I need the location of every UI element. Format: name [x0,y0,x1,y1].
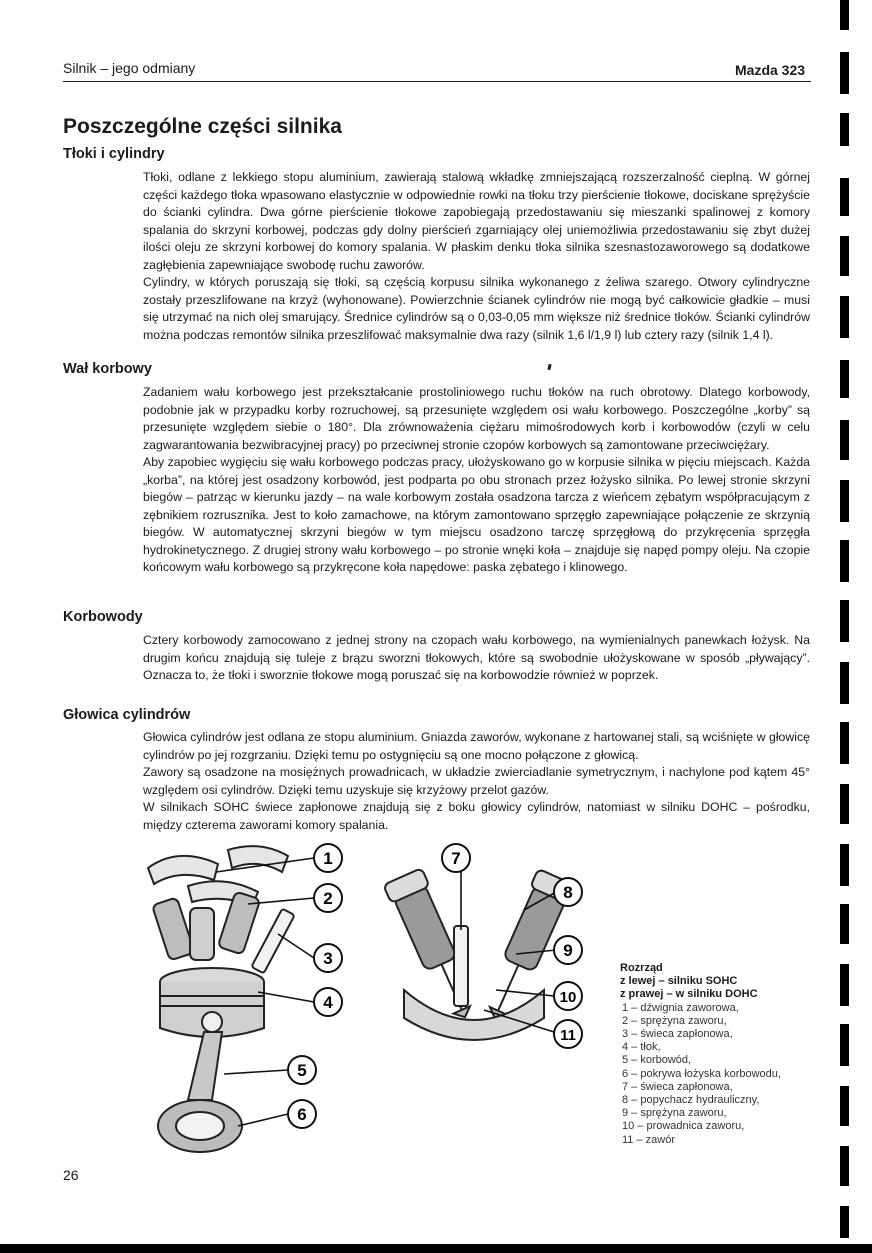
section-heading-connecting-rods: Korbowody [63,609,143,625]
edge-mark [840,113,849,146]
print-speck [547,364,551,371]
edge-mark [840,964,849,1006]
caption-subtitle-right: z prawej – w silniku DOHC [620,988,758,1001]
section-body-cylinder-head [143,729,810,834]
callout-label: 6 [297,1105,307,1124]
section-heading-cylinder-head: Głowica cylindrów [63,707,191,723]
callout-label: 4 [323,993,333,1012]
edge-mark [840,784,849,824]
section-body-pistons [143,169,810,344]
edge-mark [840,844,849,886]
paragraph: Głowica cylindrów jest odlana ze stopu aluminium. Gniazda zaworów, wykonane z hartowanej stali, są wciśnięte w głowicę cylindrów po jej rozgrzaniu. Dzięki temu po ostygnięciu są one mocno połączone z głowicą. [143,730,810,762]
section-heading-pistons: Tłoki i cylindry [63,146,165,162]
paragraph: Tłoki, odlane z lekkiego stopu aluminium, zawierają stalową wkładkę zmniejszającą rozszerzalność cieplną. W górnej części każdego tłoka wpasowano elastycznie w odpowiednie rowki na tłoku trzy pierścienie tłokowe, dociskane sprężyście do ścianki cylindra. Dwa górne pierścienie tłokowe zapobiegają przedostawaniu się mieszanki spalinowej z komory spalania do skrzyni korbowej, podczas gdy dolny pierścień zgarniający olej uniemożliwia przedostawaniu się zbyt dużej ilości oleju ze skrzyni korbowej do komory spalania. W płaskim denku tłoka silnika szesnastozaworowego są dodatkowe zagłębienia zapewniające swobodę ruchu zaworów. [143,170,810,272]
edge-mark [840,480,849,522]
callout-label: 3 [323,949,333,968]
callout-label: 8 [563,883,573,902]
legend-item: 7 – świeca zapłonowa, [622,1080,733,1093]
section-body-connecting-rods [143,632,810,685]
section-heading-crankshaft: Wał korbowy [63,361,152,377]
callout-label: 11 [560,1027,576,1044]
edge-mark [840,52,849,94]
figure-caption [620,962,820,1147]
paragraph: Zadaniem wału korbowego jest przekształcanie prostoliniowego ruchu tłoków na ruch obrotowy. Dlatego korbowody, podobnie jak w przypadku korby rozruchowej, są przesunięte względem osi wału korbowego. Poszczególne „korby” są przesunięte względem siebie o 180°. Dla zrównoważenia ciężaru mimośrodowych korb i korbowodów (czyli w celu zagwarantowania bezwibracyjnej pracy) po przeciwnej stronie czopów korbowych są zamontowane przeciwciężary. [143,385,810,452]
legend-item: 4 – tłok, [622,1041,661,1054]
legend-item: 11 – zawór [622,1133,675,1146]
page-number: 26 [63,1167,79,1183]
edge-mark [840,540,849,582]
edge-mark [840,0,849,30]
callout-label: 10 [559,989,577,1006]
scan-bottom-band [0,1244,872,1253]
paragraph: Cylindry, w których poruszają się tłoki, są częścią korpusu silnika wykonanego z żeliwa szarego. Otwory cylindryczne zostały przeszlifowane na krzyż (wyhonowane). Powierzchnie ścianek cylindrów nie mogą być całkowicie gładkie – musi się utrzymać na nich olej smarujący. Średnice cylindrów są o 0,03-0,05 mm większe niż średnice tłoków. Ścianki cylindrów można podczas remontów silnika przeszlifować maksymalnie dwa razy (silnik 1,6 l/1,9 l) lub cztery razy (silnik 1,4 l). [143,275,810,342]
running-header-model: Mazda 323 [735,62,806,78]
caption-subtitle-left: z lewej – silniku SOHC [620,975,738,988]
callout-label: 9 [563,941,573,960]
legend-item: 10 – prowadnica zaworu, [622,1120,745,1133]
page-title: Poszczególne części silnika [63,115,342,138]
legend-item: 9 – sprężyna zaworu, [622,1107,727,1120]
edge-mark [840,1024,849,1066]
running-header-section: Silnik – jego odmiany [63,60,196,76]
callout-label: 7 [451,849,461,868]
callout-label: 1 [323,849,333,868]
dohc-valvetrain-illustration [374,840,604,1050]
paragraph: Aby zapobiec wygięciu się wału korbowego podczas pracy, ułożyskowano go w korpusie silnika w pięciu miejscach. Każda „korba”, na której jest osadzony korbowód, jest podparta po obu stronach przez łożysko silnika. Po lewej stronie skrzyni biegów – patrząc w kierunku jazdy – na wale korbowym została osadzona tarcza z wieńcem zębatym współpracującym z zębnikiem rozrusznika. Jest to koło zamachowe, na którym zamontowano sprzęgło zapewniające połączenie ze skrzynią biegów. W automatycznej skrzyni biegów w tym miejscu osadzono tarczę sprzęgłową do przykręcenia sprzęgła hydrokinetycznego. Z drugiej strony wału korbowego – po stronie wnęki koła – znajduje się napęd pompy oleju. Na czopie końcowym wału korbowego są przykręcone koła napędowe: paska zębatego i klinowego. [143,455,810,574]
edge-mark [840,1146,849,1186]
sohc-valvetrain-illustration [128,838,360,1160]
legend-item: 8 – popychacz hydrauliczny, [622,1094,760,1107]
edge-mark [840,420,849,460]
paragraph: W silnikach SOHC świece zapłonowe znajdują się z boku głowicy cylindrów, natomiast w silniku DOHC – pośrodku, między czterema zaworami komory spalania. [143,800,810,832]
section-body-crankshaft [143,384,810,577]
legend-item: 5 – korbowód, [622,1054,692,1067]
edge-mark [840,600,849,642]
callout-label: 2 [323,889,333,908]
edge-mark [840,178,849,216]
edge-mark [840,722,849,764]
edge-mark [840,662,849,704]
edge-mark [840,360,849,398]
edge-mark [840,904,849,944]
paragraph: Zawory są osadzone na mosiężnych prowadnicach, w układzie zwierciadlanie symetrycznym, i nachylone pod kątem 45° względem osi cylindrów. Dzięki temu uzyskuje się krzyżowy przelot gazów. [143,765,810,797]
paragraph: Cztery korbowody zamocowano z jednej strony na czopach wału korbowego, na wymienialnych panewkach łożysk. Na drugim końcu znajdują się tuleje z brązu sworzni tłokowych, które są swobodnie ułożyskowane w sposób „pływający”. Oznacza to, że tłoki i sworznie tłokowe mogą poruszać się na korbowodzie również w poprzek. [143,633,810,682]
callout-label: 5 [297,1061,307,1080]
edge-mark [840,1206,849,1238]
edge-mark [840,296,849,338]
edge-mark [840,236,849,276]
legend-item: 1 – dźwignia zaworowa, [622,1001,739,1014]
legend-item: 2 – sprężyna zaworu, [622,1014,727,1027]
legend-item: 3 – świeca zapłonowa, [622,1028,733,1041]
caption-title: Rozrząd [620,962,663,974]
header-rule [63,81,811,82]
edge-mark [840,1086,849,1126]
legend-item: 6 – pokrywa łożyska korbowodu, [622,1067,781,1080]
